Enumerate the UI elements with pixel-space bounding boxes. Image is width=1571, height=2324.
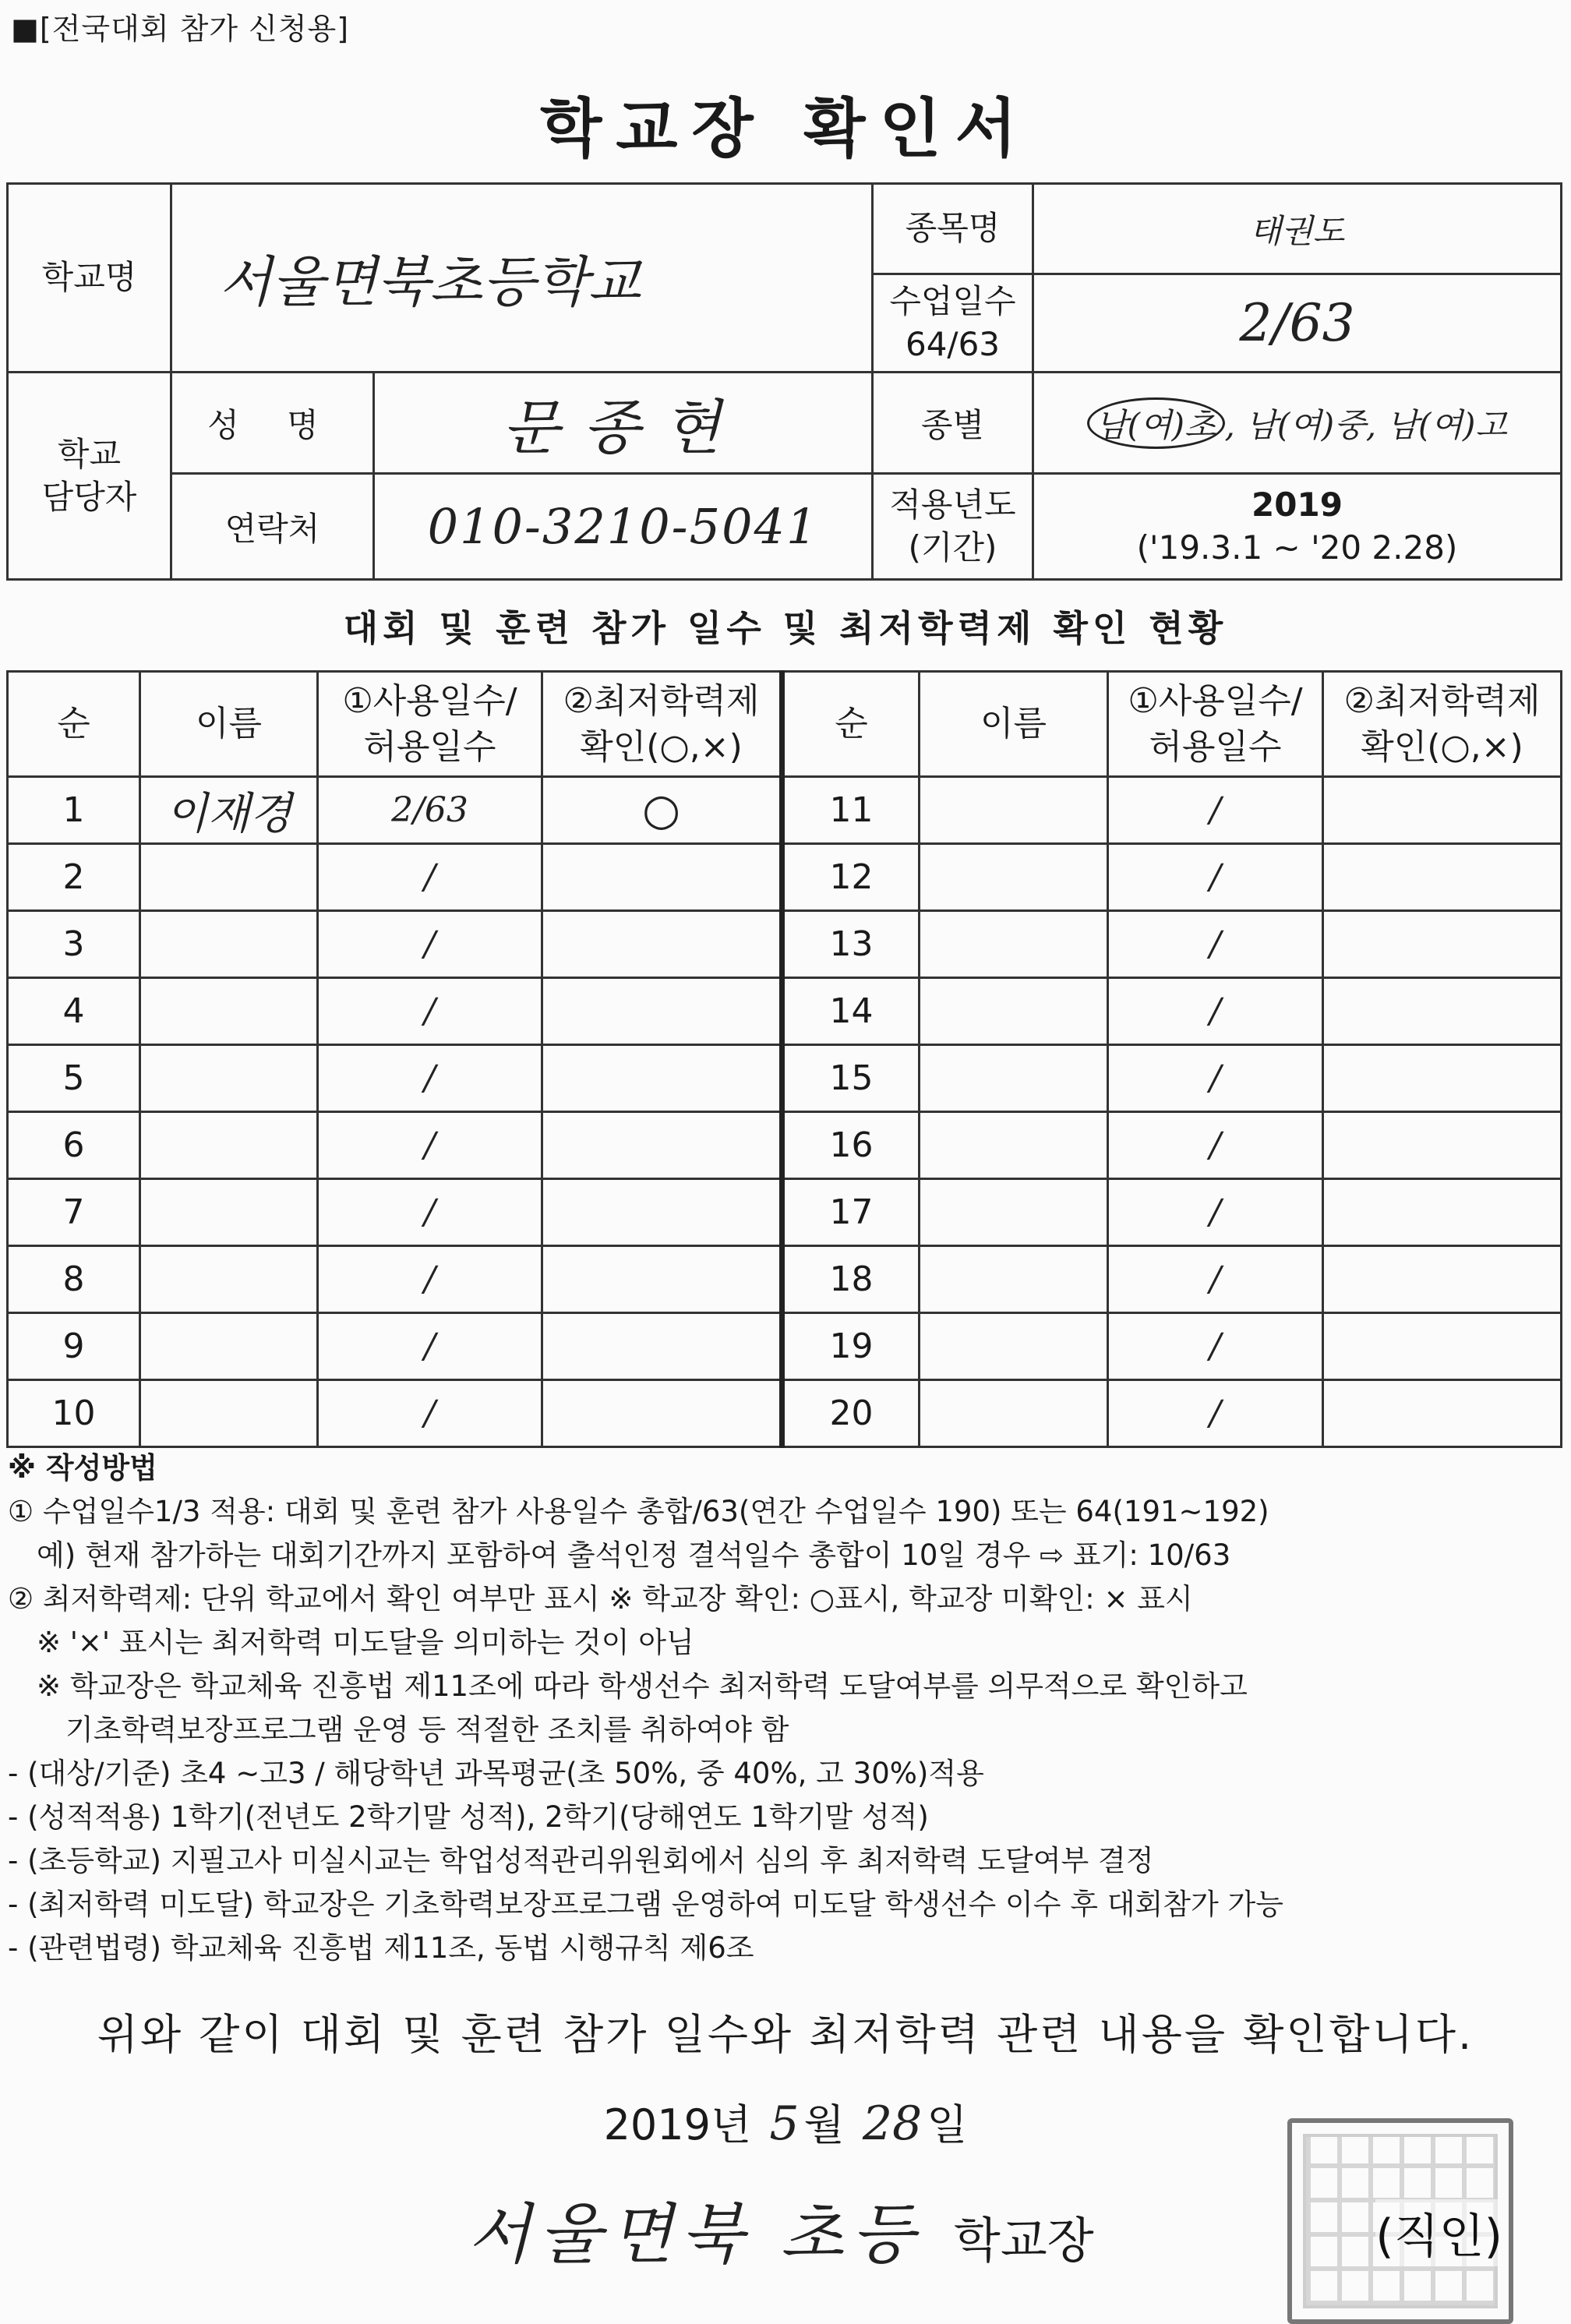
year-label-2: (기간) (908, 528, 997, 567)
category-rest: , 남(여)중, 남(여)고 (1224, 405, 1507, 444)
left-check-cell (542, 1313, 782, 1380)
category-label: 종별 (873, 373, 1033, 474)
right-name-cell (920, 844, 1108, 911)
right-check-cell (1323, 1380, 1562, 1447)
left-no-cell: 9 (8, 1313, 140, 1380)
date-year: 2019년 (603, 2100, 752, 2149)
name-value: 문종현 (374, 373, 873, 474)
left-name-cell (140, 844, 318, 911)
instruction-line: - (최저학력 미도달) 학교장은 기초학력보장프로그램 운영하여 미도달 학생선수 이수 후 대회참가 가능 (8, 1888, 1284, 1921)
left-days-cell: / (318, 844, 542, 911)
left-check-cell (542, 1112, 782, 1179)
class-days-value: 2/63 (1033, 274, 1562, 373)
date-day: 28 (862, 2096, 923, 2151)
participation-table (6, 670, 1562, 1448)
signature-school: 서울면북 초등 (468, 2196, 923, 2273)
left-name-cell: 이재경 (140, 777, 318, 844)
instruction-line: 기초학력보장프로그램 운영 등 적절한 조치를 취하여야 함 (8, 1713, 789, 1747)
header-days-right-2: 허용일수 (1149, 727, 1282, 767)
header-days-left-1: ①사용일수/ (342, 680, 517, 721)
header-name-left: 이름 (140, 672, 318, 777)
instruction-line: - (초등학교) 지필고사 미실시교는 학업성적관리위원회에서 심의 후 최저학력 도달여부 결정 (8, 1844, 1154, 1877)
table-row (8, 978, 1562, 1045)
school-name-label: 학교명 (8, 184, 171, 373)
table-row (8, 844, 1562, 911)
left-no-cell: 10 (8, 1380, 140, 1447)
table-row (8, 911, 1562, 978)
year-label-1: 적용년도 (889, 485, 1016, 524)
right-days-cell: / (1108, 777, 1323, 844)
right-days-cell: / (1108, 978, 1323, 1045)
left-name-cell (140, 1380, 318, 1447)
event-label: 종목명 (873, 184, 1033, 274)
right-no-cell: 19 (782, 1313, 920, 1380)
class-days-sub: 64/63 (905, 324, 1001, 363)
instruction-line: ① 수업일수1/3 적용: 대회 및 훈련 참가 사용일수 총합/63(연간 수업일수 190) 또는 64(191~192) (8, 1495, 1269, 1528)
table-row (8, 1045, 1562, 1112)
right-check-cell (1323, 844, 1562, 911)
right-days-cell: / (1108, 1246, 1323, 1313)
header-acad-left-1: ②최저학력제 (563, 680, 760, 721)
right-name-cell (920, 911, 1108, 978)
instruction-line: ② 최저학력제: 단위 학교에서 확인 여부만 표시 ※ 학교장 확인: ○표시, 학교장 미확인: × 표시 (8, 1582, 1193, 1616)
left-no-cell: 8 (8, 1246, 140, 1313)
left-days-cell: 2/63 (318, 777, 542, 844)
left-days-cell: / (318, 1246, 542, 1313)
seal-label: (직인) (1375, 2199, 1502, 2266)
left-check-cell (542, 911, 782, 978)
phone-label: 연락처 (171, 474, 374, 580)
right-no-cell: 11 (782, 777, 920, 844)
left-no-cell: 2 (8, 844, 140, 911)
right-no-cell: 15 (782, 1045, 920, 1112)
left-check-cell: ○ (542, 777, 782, 844)
header-acad-right-2: 확인(○,×) (1361, 727, 1523, 767)
left-check-cell (542, 978, 782, 1045)
right-name-cell (920, 1112, 1108, 1179)
category-value (1033, 373, 1562, 474)
left-no-cell: 6 (8, 1112, 140, 1179)
instruction-line: 예) 현재 참가하는 대회기간까지 포함하여 출석인정 결석일수 총합이 10일 경우 ⇨ 표기: 10/63 (8, 1538, 1231, 1572)
name-label: 성 명 (171, 373, 374, 474)
right-check-cell (1323, 1179, 1562, 1246)
left-days-cell: / (318, 1179, 542, 1246)
principal-signature (468, 2182, 1094, 2276)
right-name-cell (920, 1246, 1108, 1313)
phone-value: 010-3210-5041 (374, 474, 873, 580)
list-subtitle: 대회 및 훈련 참가 일수 및 최저학력제 확인 현황 (343, 607, 1228, 649)
right-days-cell: / (1108, 1179, 1323, 1246)
signature-title: 학교장 (953, 2212, 1094, 2269)
year-label (873, 474, 1033, 580)
header-days-left-2: 허용일수 (363, 727, 496, 767)
table-row (8, 1179, 1562, 1246)
header-no-left: 순 (8, 672, 140, 777)
page-title: 학교장 확인서 (540, 92, 1031, 166)
left-name-cell (140, 1313, 318, 1380)
right-days-cell: / (1108, 844, 1323, 911)
left-no-cell: 3 (8, 911, 140, 978)
category-elem-circled: 남(여)초 (1087, 397, 1225, 449)
school-name-value: 서울면북초등학교 (171, 184, 873, 373)
right-no-cell: 13 (782, 911, 920, 978)
contact-person-label-1: 학교 (57, 434, 122, 473)
date-month: 5 (769, 2096, 800, 2151)
header-acad-left-2: 확인(○,×) (580, 727, 743, 767)
left-check-cell (542, 1380, 782, 1447)
header-days-left (318, 672, 542, 777)
year-value-cell (1033, 474, 1562, 580)
date-day-unit: 일 (927, 2100, 968, 2149)
left-name-cell (140, 1112, 318, 1179)
table-row (8, 1380, 1562, 1447)
right-check-cell (1323, 978, 1562, 1045)
left-days-cell: / (318, 1045, 542, 1112)
left-name-cell (140, 911, 318, 978)
left-days-cell: / (318, 978, 542, 1045)
header-days-right-1: ①사용일수/ (1128, 680, 1303, 721)
table-row (8, 777, 1562, 844)
left-name-cell (140, 1179, 318, 1246)
left-no-cell: 7 (8, 1179, 140, 1246)
instruction-line: - (대상/기준) 초4 ~고3 / 해당학년 과목평균(초 50%, 중 40%, 고 30%)적용 (8, 1757, 984, 1790)
year-value: 2019 (1252, 485, 1343, 524)
right-no-cell: 12 (782, 844, 920, 911)
left-days-cell: / (318, 1380, 542, 1447)
instruction-line: ※ 학교장은 학교체육 진흥법 제11조에 따라 학생선수 최저학력 도달여부를 의무적으로 확인하고 (8, 1669, 1248, 1703)
instruction-line: - (성적적용) 1학기(전년도 2학기말 성적), 2학기(당해연도 1학기말 성적) (8, 1800, 929, 1834)
header-days-right (1108, 672, 1323, 777)
header-acad-left (542, 672, 782, 777)
left-check-cell (542, 1045, 782, 1112)
instruction-line: ※ '×' 표시는 최저학력 미도달을 의미하는 것이 아님 (8, 1626, 694, 1659)
left-days-cell: / (318, 1112, 542, 1179)
left-check-cell (542, 1246, 782, 1313)
right-check-cell (1323, 1313, 1562, 1380)
header-name-right: 이름 (920, 672, 1108, 777)
left-check-cell (542, 844, 782, 911)
contact-person-label (8, 373, 171, 580)
table-row (8, 1246, 1562, 1313)
header-acad-right (1323, 672, 1562, 777)
right-check-cell (1323, 1112, 1562, 1179)
left-name-cell (140, 1246, 318, 1313)
right-check-cell (1323, 1246, 1562, 1313)
contact-person-label-2: 담당자 (41, 477, 137, 516)
left-days-cell: / (318, 1313, 542, 1380)
right-name-cell (920, 1045, 1108, 1112)
right-no-cell: 16 (782, 1112, 920, 1179)
class-days-label (873, 274, 1033, 373)
participation-rows (8, 777, 1562, 1447)
header-no-right: 순 (782, 672, 920, 777)
left-days-cell: / (318, 911, 542, 978)
left-no-cell: 5 (8, 1045, 140, 1112)
right-name-cell (920, 978, 1108, 1045)
left-no-cell: 4 (8, 978, 140, 1045)
table-row (8, 1313, 1562, 1380)
date-month-unit: 월 (803, 2100, 845, 2149)
right-check-cell (1323, 911, 1562, 978)
year-range: ('19.3.1 ~ '20 2.28) (1136, 528, 1458, 567)
right-no-cell: 17 (782, 1179, 920, 1246)
confirm-text: 위와 같이 대회 및 훈련 참가 일수와 최저학력 관련 내용을 확인합니다. (97, 2010, 1474, 2059)
table-row (8, 1112, 1562, 1179)
right-no-cell: 20 (782, 1380, 920, 1447)
right-days-cell: / (1108, 1112, 1323, 1179)
form-tag: ■[전국대회 참가 신청용] (11, 12, 350, 46)
left-name-cell (140, 978, 318, 1045)
right-days-cell: / (1108, 1380, 1323, 1447)
instructions (8, 1446, 1563, 1970)
left-name-cell (140, 1045, 318, 1112)
instruction-line: ※ 작성방법 (8, 1451, 157, 1485)
right-check-cell (1323, 1045, 1562, 1112)
instruction-line: - (관련법령) 학교체육 진흥법 제11조, 동법 시행규칙 제6조 (8, 1931, 754, 1965)
info-table (6, 182, 1562, 581)
right-days-cell: / (1108, 1045, 1323, 1112)
right-no-cell: 14 (782, 978, 920, 1045)
header-acad-right-1: ②최저학력제 (1343, 680, 1541, 721)
right-check-cell (1323, 777, 1562, 844)
left-check-cell (542, 1179, 782, 1246)
event-value: 태권도 (1033, 184, 1562, 274)
right-name-cell (920, 1313, 1108, 1380)
left-no-cell: 1 (8, 777, 140, 844)
class-days-label-text: 수업일수 (889, 281, 1016, 320)
right-no-cell: 18 (782, 1246, 920, 1313)
right-days-cell: / (1108, 911, 1323, 978)
right-days-cell: / (1108, 1313, 1323, 1380)
official-seal (1287, 2118, 1513, 2324)
right-name-cell (920, 777, 1108, 844)
right-name-cell (920, 1380, 1108, 1447)
right-name-cell (920, 1179, 1108, 1246)
